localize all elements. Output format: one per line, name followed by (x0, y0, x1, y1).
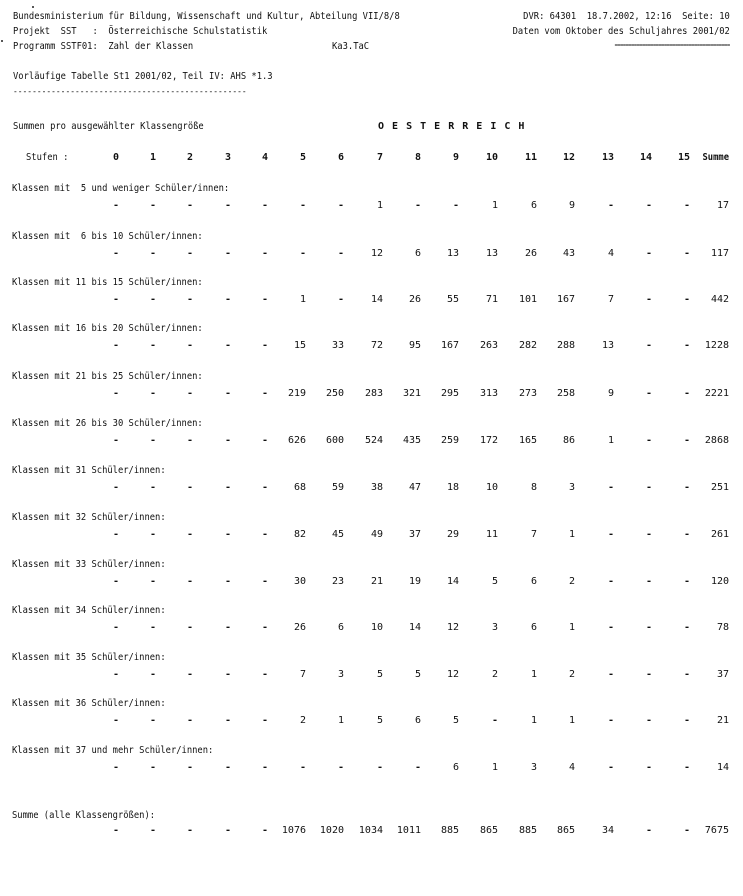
table-cell: 3 (491, 622, 498, 633)
table-cell: 55 (446, 294, 459, 305)
table-cell: - (607, 622, 614, 633)
table-cell: - (683, 200, 690, 211)
total-cell: - (645, 825, 652, 836)
table-cell: - (261, 669, 268, 680)
table-cell: - (607, 200, 614, 211)
table-cell: 6 (414, 715, 421, 726)
total-cell: 1034 (358, 825, 383, 836)
total-cell: - (683, 825, 690, 836)
table-cell: 14 (370, 294, 383, 305)
table-cell: - (607, 482, 614, 493)
column-header: 11 (524, 152, 537, 163)
table-cell: 10 (370, 622, 383, 633)
table-cell: 2 (299, 715, 306, 726)
table-cell: - (607, 715, 614, 726)
table-cell: - (112, 482, 119, 493)
table-cell: 14 (408, 622, 421, 633)
table-cell: 6 (530, 576, 537, 587)
table-cell: - (186, 622, 193, 633)
column-header: 2 (186, 152, 193, 163)
table-cell: 1228 (704, 340, 729, 351)
total-cell: 7675 (704, 825, 729, 836)
table-cell: 71 (485, 294, 498, 305)
table-cell: 47 (408, 482, 421, 493)
table-cell: - (683, 435, 690, 446)
levels-label: Stufen : (26, 152, 69, 163)
table-cell: - (224, 294, 231, 305)
table-cell: - (186, 669, 193, 680)
table-cell: 14 (446, 576, 459, 587)
table-cell: 6 (530, 622, 537, 633)
table-cell: 5 (491, 576, 498, 587)
table-cell: - (645, 435, 652, 446)
table-cell: 261 (710, 529, 729, 540)
table-cell: - (645, 576, 652, 587)
table-cell: - (261, 200, 268, 211)
row-group-label: Klassen mit 5 und weniger Schüler/innen: (12, 183, 230, 194)
table-cell: - (112, 669, 119, 680)
file-code: Ka3.TaC (332, 41, 370, 52)
project-line: Projekt SST : Österreichische Schulstatistik (13, 26, 268, 37)
header-underline: ========================================== (614, 42, 730, 49)
table-cell: - (149, 248, 156, 259)
table-cell: - (683, 576, 690, 587)
table-cell: 172 (479, 435, 498, 446)
dvr-date-page: DVR: 64301 18.7.2002, 12:16 Seite: 10 (523, 11, 730, 22)
table-cell: - (299, 248, 306, 259)
table-cell: - (112, 200, 119, 211)
table-title-rule: ------------------------------------------------- (13, 87, 247, 97)
table-cell: 250 (325, 388, 344, 399)
table-cell: - (683, 622, 690, 633)
table-cell: 1 (568, 529, 575, 540)
row-group-label: Klassen mit 16 bis 20 Schüler/innen: (12, 323, 203, 334)
table-cell: - (186, 482, 193, 493)
column-header: 14 (639, 152, 652, 163)
table-cell: 82 (293, 529, 306, 540)
table-cell: - (645, 294, 652, 305)
table-cell: - (112, 576, 119, 587)
table-cell: - (261, 294, 268, 305)
table-cell: 30 (293, 576, 306, 587)
table-cell: 37 (408, 529, 421, 540)
table-cell: 29 (446, 529, 459, 540)
table-cell: 5 (376, 715, 383, 726)
table-cell: - (337, 762, 344, 773)
table-cell: - (414, 762, 421, 773)
total-cell: - (186, 825, 193, 836)
table-cell: 295 (440, 388, 459, 399)
table-cell: 2868 (704, 435, 729, 446)
table-cell: 626 (287, 435, 306, 446)
table-cell: - (645, 340, 652, 351)
table-cell: 1 (530, 669, 537, 680)
table-cell: 259 (440, 435, 459, 446)
table-cell: 8 (530, 482, 537, 493)
table-cell: 2 (568, 576, 575, 587)
column-header: 7 (376, 152, 383, 163)
row-group-label: Klassen mit 35 Schüler/innen: (12, 652, 166, 663)
table-cell: 21 (370, 576, 383, 587)
table-cell: 78 (716, 622, 729, 633)
column-header: 1 (149, 152, 156, 163)
total-cell: 885 (518, 825, 537, 836)
table-cell: 120 (710, 576, 729, 587)
table-cell: 1 (530, 715, 537, 726)
table-cell: - (261, 576, 268, 587)
table-cell: - (683, 669, 690, 680)
table-cell: - (186, 529, 193, 540)
table-cell: - (112, 529, 119, 540)
table-cell: - (683, 340, 690, 351)
table-cell: - (149, 294, 156, 305)
table-cell: 251 (710, 482, 729, 493)
row-group-label: Klassen mit 33 Schüler/innen: (12, 559, 166, 570)
table-cell: - (224, 248, 231, 259)
table-cell: 95 (408, 340, 421, 351)
column-header: 5 (299, 152, 306, 163)
table-cell: - (261, 529, 268, 540)
table-cell: 165 (518, 435, 537, 446)
table-cell: 524 (364, 435, 383, 446)
column-header: Summe (702, 152, 729, 163)
table-cell: 1 (568, 622, 575, 633)
scan-mark (1, 40, 3, 42)
table-cell: 18 (446, 482, 459, 493)
table-cell: - (261, 435, 268, 446)
table-cell: - (112, 388, 119, 399)
table-cell: 43 (562, 248, 575, 259)
table-cell: - (149, 529, 156, 540)
column-header: 4 (261, 152, 268, 163)
table-cell: - (261, 762, 268, 773)
table-cell: - (261, 482, 268, 493)
table-cell: - (112, 762, 119, 773)
table-cell: - (607, 669, 614, 680)
table-cell: - (683, 294, 690, 305)
table-cell: 5 (414, 669, 421, 680)
table-cell: 9 (568, 200, 575, 211)
table-cell: 321 (402, 388, 421, 399)
table-cell: - (299, 762, 306, 773)
total-label: Summe (alle Klassengrößen): (12, 810, 156, 821)
table-cell: - (224, 435, 231, 446)
column-header: 10 (485, 152, 498, 163)
table-cell: - (224, 715, 231, 726)
table-cell: - (186, 340, 193, 351)
table-cell: - (149, 200, 156, 211)
table-cell: 14 (716, 762, 729, 773)
table-cell: 273 (518, 388, 537, 399)
table-cell: - (337, 294, 344, 305)
table-cell: 86 (562, 435, 575, 446)
table-cell: 4 (607, 248, 614, 259)
table-cell: - (149, 669, 156, 680)
table-cell: 6 (414, 248, 421, 259)
ministry-line: Bundesministerium für Bildung, Wissenschaft und Kultur, Abteilung VII/8/8 (13, 11, 400, 22)
table-cell: - (261, 622, 268, 633)
table-cell: - (224, 340, 231, 351)
total-cell: - (149, 825, 156, 836)
table-cell: 600 (325, 435, 344, 446)
table-cell: - (645, 715, 652, 726)
table-cell: 1 (607, 435, 614, 446)
table-cell: - (149, 482, 156, 493)
table-cell: - (376, 762, 383, 773)
row-group-label: Klassen mit 37 und mehr Schüler/innen: (12, 745, 214, 756)
column-header: 6 (337, 152, 344, 163)
row-group-label: Klassen mit 21 bis 25 Schüler/innen: (12, 371, 203, 382)
table-cell: - (112, 294, 119, 305)
table-cell: - (607, 762, 614, 773)
table-cell: - (112, 715, 119, 726)
table-cell: 219 (287, 388, 306, 399)
table-cell: - (452, 200, 459, 211)
table-cell: 117 (710, 248, 729, 259)
table-cell: 59 (331, 482, 344, 493)
table-cell: 45 (331, 529, 344, 540)
table-cell: - (414, 200, 421, 211)
table-cell: 263 (479, 340, 498, 351)
table-cell: - (186, 248, 193, 259)
table-cell: - (261, 340, 268, 351)
table-cell: 12 (446, 622, 459, 633)
table-cell: - (683, 715, 690, 726)
table-cell: 37 (716, 669, 729, 680)
table-cell: - (149, 388, 156, 399)
table-cell: 72 (370, 340, 383, 351)
total-cell: 885 (440, 825, 459, 836)
table-cell: - (186, 762, 193, 773)
table-cell: 2221 (704, 388, 729, 399)
table-cell: 6 (452, 762, 459, 773)
table-cell: 1 (299, 294, 306, 305)
table-cell: 283 (364, 388, 383, 399)
table-cell: - (683, 762, 690, 773)
table-cell: - (149, 762, 156, 773)
total-cell: 865 (479, 825, 498, 836)
table-cell: - (224, 622, 231, 633)
table-cell: - (645, 669, 652, 680)
table-cell: - (261, 248, 268, 259)
total-cell: - (261, 825, 268, 836)
table-cell: - (607, 529, 614, 540)
table-cell: 1 (491, 762, 498, 773)
table-cell: 313 (479, 388, 498, 399)
table-title: Vorläufige Tabelle St1 2001/02, Teil IV: AHS *1.3 (13, 71, 273, 82)
row-group-label: Klassen mit 6 bis 10 Schüler/innen: (12, 231, 203, 242)
table-cell: 1 (568, 715, 575, 726)
table-cell: 38 (370, 482, 383, 493)
table-cell: 17 (716, 200, 729, 211)
table-cell: 3 (568, 482, 575, 493)
table-cell: - (224, 762, 231, 773)
table-cell: - (299, 200, 306, 211)
table-cell: - (149, 715, 156, 726)
table-cell: 442 (710, 294, 729, 305)
table-cell: - (683, 529, 690, 540)
region-title: O E S T E R R E I C H (378, 121, 526, 132)
table-cell: - (645, 762, 652, 773)
table-cell: 7 (607, 294, 614, 305)
table-cell: 3 (530, 762, 537, 773)
row-group-label: Klassen mit 32 Schüler/innen: (12, 512, 166, 523)
table-cell: - (337, 248, 344, 259)
table-cell: - (224, 576, 231, 587)
table-cell: 19 (408, 576, 421, 587)
row-group-label: Klassen mit 36 Schüler/innen: (12, 698, 166, 709)
table-cell: - (149, 340, 156, 351)
table-cell: - (261, 715, 268, 726)
table-cell: - (224, 200, 231, 211)
table-cell: 2 (568, 669, 575, 680)
table-cell: - (645, 248, 652, 259)
program-line: Programm SSTF01: Zahl der Klassen (13, 41, 194, 52)
row-group-label: Klassen mit 11 bis 15 Schüler/innen: (12, 277, 203, 288)
table-cell: - (645, 482, 652, 493)
table-cell: - (112, 435, 119, 446)
table-cell: 2 (491, 669, 498, 680)
table-cell: 258 (556, 388, 575, 399)
table-cell: - (683, 482, 690, 493)
table-cell: - (224, 482, 231, 493)
column-header: 12 (562, 152, 575, 163)
table-cell: - (186, 435, 193, 446)
table-cell: 26 (293, 622, 306, 633)
row-group-label: Klassen mit 31 Schüler/innen: (12, 465, 166, 476)
total-cell: 1076 (281, 825, 306, 836)
table-cell: 13 (446, 248, 459, 259)
column-header: 8 (414, 152, 421, 163)
column-header: 9 (452, 152, 459, 163)
table-cell: - (186, 576, 193, 587)
table-cell: - (112, 340, 119, 351)
total-cell: 865 (556, 825, 575, 836)
column-header: 13 (601, 152, 614, 163)
table-cell: 6 (530, 200, 537, 211)
scan-mark (32, 6, 34, 8)
table-cell: 33 (331, 340, 344, 351)
column-header: 3 (224, 152, 231, 163)
table-cell: 167 (440, 340, 459, 351)
total-cell: 1020 (319, 825, 344, 836)
table-cell: 12 (446, 669, 459, 680)
table-cell: - (683, 248, 690, 259)
table-cell: 26 (408, 294, 421, 305)
table-cell: 5 (376, 669, 383, 680)
table-cell: 4 (568, 762, 575, 773)
table-cell: 101 (518, 294, 537, 305)
row-group-label: Klassen mit 26 bis 30 Schüler/innen: (12, 418, 203, 429)
table-cell: 10 (485, 482, 498, 493)
table-cell: 3 (337, 669, 344, 680)
total-cell: 34 (601, 825, 614, 836)
table-cell: - (261, 388, 268, 399)
table-cell: 282 (518, 340, 537, 351)
column-header: 0 (112, 152, 119, 163)
table-cell: - (186, 388, 193, 399)
table-cell: - (337, 200, 344, 211)
table-cell: - (683, 388, 690, 399)
table-cell: - (186, 715, 193, 726)
table-cell: - (112, 622, 119, 633)
table-cell: 1 (376, 200, 383, 211)
table-cell: 68 (293, 482, 306, 493)
table-cell: - (491, 715, 498, 726)
table-cell: 1 (337, 715, 344, 726)
total-cell: - (224, 825, 231, 836)
table-cell: 167 (556, 294, 575, 305)
subheader-label: Summen pro ausgewählter Klassengröße (13, 121, 204, 132)
total-cell: - (112, 825, 119, 836)
table-cell: 11 (485, 529, 498, 540)
table-cell: - (149, 435, 156, 446)
total-cell: 1011 (396, 825, 421, 836)
table-cell: 7 (530, 529, 537, 540)
table-cell: - (645, 529, 652, 540)
table-cell: 49 (370, 529, 383, 540)
column-header: 15 (677, 152, 690, 163)
data-period: Daten vom Oktober des Schuljahres 2001/02 (512, 26, 730, 37)
table-cell: 12 (370, 248, 383, 259)
table-cell: 5 (452, 715, 459, 726)
table-cell: - (645, 388, 652, 399)
table-cell: - (149, 622, 156, 633)
table-cell: - (224, 529, 231, 540)
table-cell: - (149, 576, 156, 587)
table-cell: 6 (337, 622, 344, 633)
table-cell: - (224, 669, 231, 680)
table-cell: - (645, 200, 652, 211)
table-cell: 13 (485, 248, 498, 259)
table-cell: 7 (299, 669, 306, 680)
table-cell: - (645, 622, 652, 633)
table-cell: 15 (293, 340, 306, 351)
table-cell: - (224, 388, 231, 399)
table-cell: 288 (556, 340, 575, 351)
table-cell: 9 (607, 388, 614, 399)
table-cell: 21 (716, 715, 729, 726)
table-cell: 13 (601, 340, 614, 351)
table-cell: - (186, 294, 193, 305)
table-cell: 1 (491, 200, 498, 211)
table-cell: - (112, 248, 119, 259)
table-cell: - (607, 576, 614, 587)
table-cell: 26 (524, 248, 537, 259)
row-group-label: Klassen mit 34 Schüler/innen: (12, 605, 166, 616)
table-cell: 435 (402, 435, 421, 446)
table-cell: 23 (331, 576, 344, 587)
table-cell: - (186, 200, 193, 211)
